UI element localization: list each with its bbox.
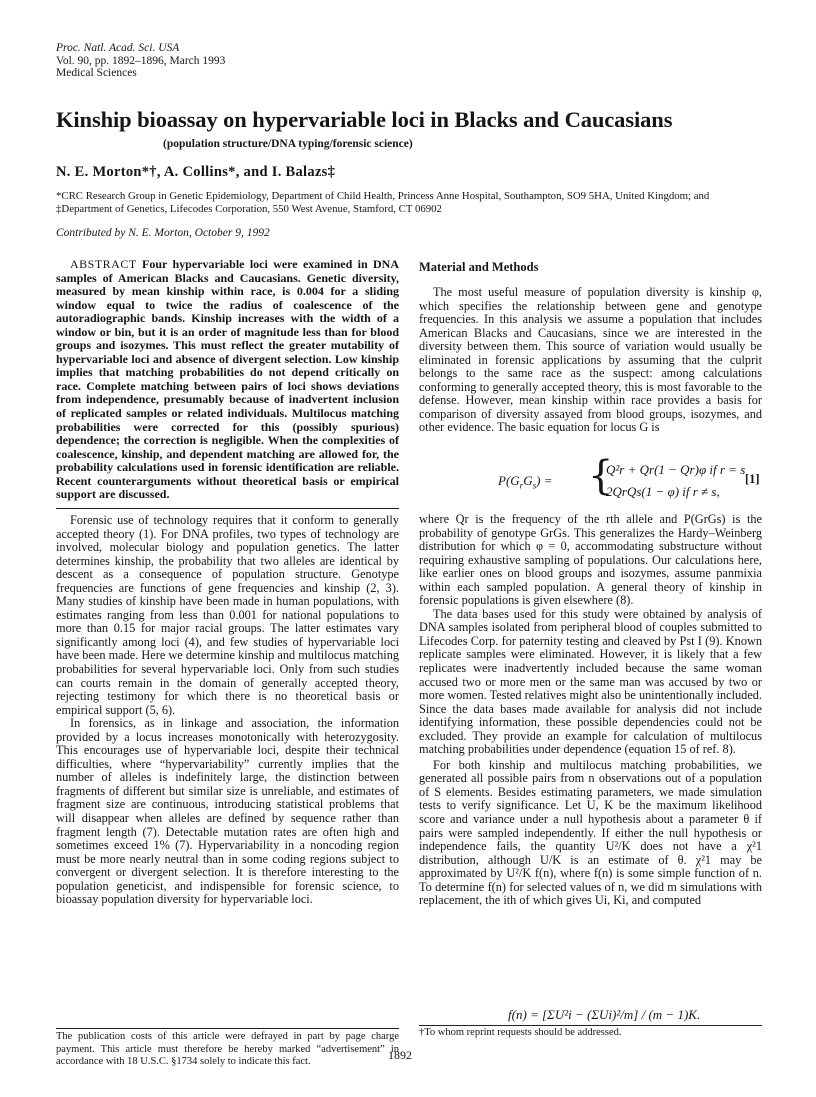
journal-section: Medical Sciences [56,67,137,79]
intro-paragraph-1: Forensic use of technology requires that it conform to generally accepted theory (1). For DNA profiles, two types of technology are involved, molecular biology and population genetics. The latter determines kinship, the probability that two alleles are identical by descent as a consequence of population structure. Genotype frequencies are functions of gene frequencies and kinship (2, 3). Many studies of kinship have been made in human populations, with estimates ranging from less than 0.001 for national populations to more than 0.15 for major racial groups. The latter estimates vary significantly among loci (4), and few studies of hypervariable loci have been made. Here we determine kinship and multilocus matching probabilities for several hypervariable loci. Only from such studies can courts remain in the domain of generally accepted theory, rejecting testimony for which there is no theoretical basis or empirical support (5, 6). [56,513,399,717]
section-heading-methods: Material and Methods [419,260,539,274]
equation-1-case-2: 2QrQs(1 − φ) if r ≠ s, [606,484,720,499]
left-body [56,514,399,907]
abstract-text: Four hypervariable loci were examined in DNA samples of American Blacks and Caucasians. Genetic diversity, measured by mean kinship within race, is 0.004 for a sliding window equal to twice the radius of coalescence of the autoradiographic bands. Kinship increases with the width of a window or bin, but it is an order of magnitude less than for blood groups and isozymes. This must reflect the greater mutability of hypervariable loci and absence of divergent selection. Low kinship implies that matching probabilities do not depend critically on race. Complete matching between pairs of loci shows deviations from independence, presumably because of inadvertent inclusion of replicated samples or related individuals. Multilocus matching probabilities were corrected for this (possibly spurious) dependence; the correction is negligible. When the complexities of coalescence, kinship, and dependent matching are allowed for, the probability calculations used in forensic identification are reliable. Recent counterarguments without theoretical basis or empirical support are discussed. [56,257,400,502]
intro-paragraph-2: In forensics, as in linkage and association, the information provided by a locus increases monotonically with heterozygosity. This encourages use of hypervariable loci, despite their technical difficulties, where “hypervariability” currently implies that the number of alleles is indefinitely large, the distinction between fragments of different but similar size is unreliable, and estimates of fragment size are continuous, introducing statistical problems that will disappear when alleles are defined by sequence rather than fragment length (7). Detectable mutation rates are often high and sometimes exceed 1% (7). Hypervariability in a noncoding region must be more nearly neutral than in some coding regions subject to convergent or divergent selection. It is therefore interesting to the population geneticist, and indispensible for forensic science, to bioassay population diversity for hypervariable loci. [56,716,399,907]
affiliation-1: *CRC Research Group in Genetic Epidemiology, Department of Child Health, Princess Anne Hospital, Southampton, SO9 5HA, United Kingdom; and [56,190,710,202]
affiliation-2: ‡Department of Genetics, Lifecodes Corporation, 550 West Avenue, Stamford, CT 06902 [56,202,442,215]
contributed-line: Contributed by N. E. Morton, October 9, 1992 [56,227,270,239]
equation-1-brace: { [588,453,614,499]
methods-paragraph-1: The most useful measure of population diversity is kinship φ, which specifies the relationship between gene and genotype frequencies. In this analysis we assume a population that includes American Blacks and Caucasians, since we are interested in the diversity between them. This source of variation would usually be eliminated in forensic applications by assuming that the culprit belongs to the same race as the suspect: among calculations conforming to generally accepted theory, this is most favorable to the defense. However, mean kinship within race provides a basis for comparison of diversity assayed from blood groups, isozymes, and other evidence. The basic equation for locus G is [419,285,762,435]
equation-1-lhs: $P(G_rG_s)$ = [498,473,553,491]
methods-paragraph-2: where Qr is the frequency of the rth allele and P(GrGs) is the probability of genotype GrGs. This generalizes the Hardy–Weinberg distribution for which φ = 0, accommodating substructure without requiring exhaustive sampling of populations. Our calculations here, like earlier ones on blood groups and isozymes, assume panmixia within each sampled population. A general theory of kinship in forensic populations is given elsewhere (8). [419,512,762,608]
equation-1 [498,473,553,489]
journal-volume: Vol. 90, pp. 1892–1896, March 1993 [56,54,226,67]
equation-1-number: [1] [745,472,760,486]
methods-paragraph-3: The data bases used for this study were obtained by analysis of DNA samples isolated from peripheral blood of couples submitted to Lifecodes Corp. for paternity testing and cleaved by Pst I (9). Known replicate samples were eliminated. However, it is likely that a few replicates were inadvertently included because the same woman accused two or more men or the same man was accused by two or more women. Tested relatives might also be unintentionally included. Since the data bases made available for analysis did not include identifying information, these possible dependencies could not be excluded. They provide an example for calculation of multilocus matching probabilities under dependence (equation 15 of ref. 8). [419,606,762,757]
methods-part-1 [419,286,762,435]
journal-header [56,42,225,80]
article-authors: N. E. Morton*†, A. Collins*, and I. Balazs‡ [56,164,336,180]
right-footnote-rule [419,1025,762,1026]
article-title: Kinship bioassay on hypervariable loci in Blacks and Caucasians [56,107,673,132]
publication-cost-footnote: The publication costs of this article were defrayed in part by page charge payment. This article must therefore be hereby marked “advertisement” in accordance with 18 U.S.C. §1734 solely to indicate this fact. [56,1031,399,1067]
abstract-label: ABSTRACT [70,257,137,271]
abstract-divider [56,508,399,509]
journal-name: Proc. Natl. Acad. Sci. USA [56,42,180,54]
abstract [56,258,399,502]
equation-1-case-1: Q²r + Qr(1 − Qr)φ if r = s [606,462,746,477]
affiliations [56,190,768,215]
methods-paragraph-4: For both kinship and multilocus matching probabilities, we generated all possible pairs from n observations out of a population of S elements. Besides estimating parameters, we made simulation tests to verify significance. Let U, K be the maximum likelihood score and variance under a null hypothesis about a parameter θ if pairs were sampled independently. If either the null hypothesis or independence fails, the quantity U²/K does not have a χ²1 distribution, although U/K is an estimate of θ. χ²1 may be approximated by U²/K f(n), where f(n) is some simple function of n. To determine f(n) for selected values of n, we did m simulations with replacement, the ith of which gives Ui, Ki, and computed [419,757,762,908]
equation-2: f(n) = [ΣU²i − (ΣUi)²/m] / (m − 1)K. [508,1007,701,1022]
methods-part-2 [419,513,762,908]
reprint-footnote: †To whom reprint requests should be addressed. [419,1027,622,1038]
article-keywords: (population structure/DNA typing/forensic science) [163,138,413,150]
page-number: 1892 [388,1048,412,1062]
left-footnote-rule [56,1028,399,1029]
